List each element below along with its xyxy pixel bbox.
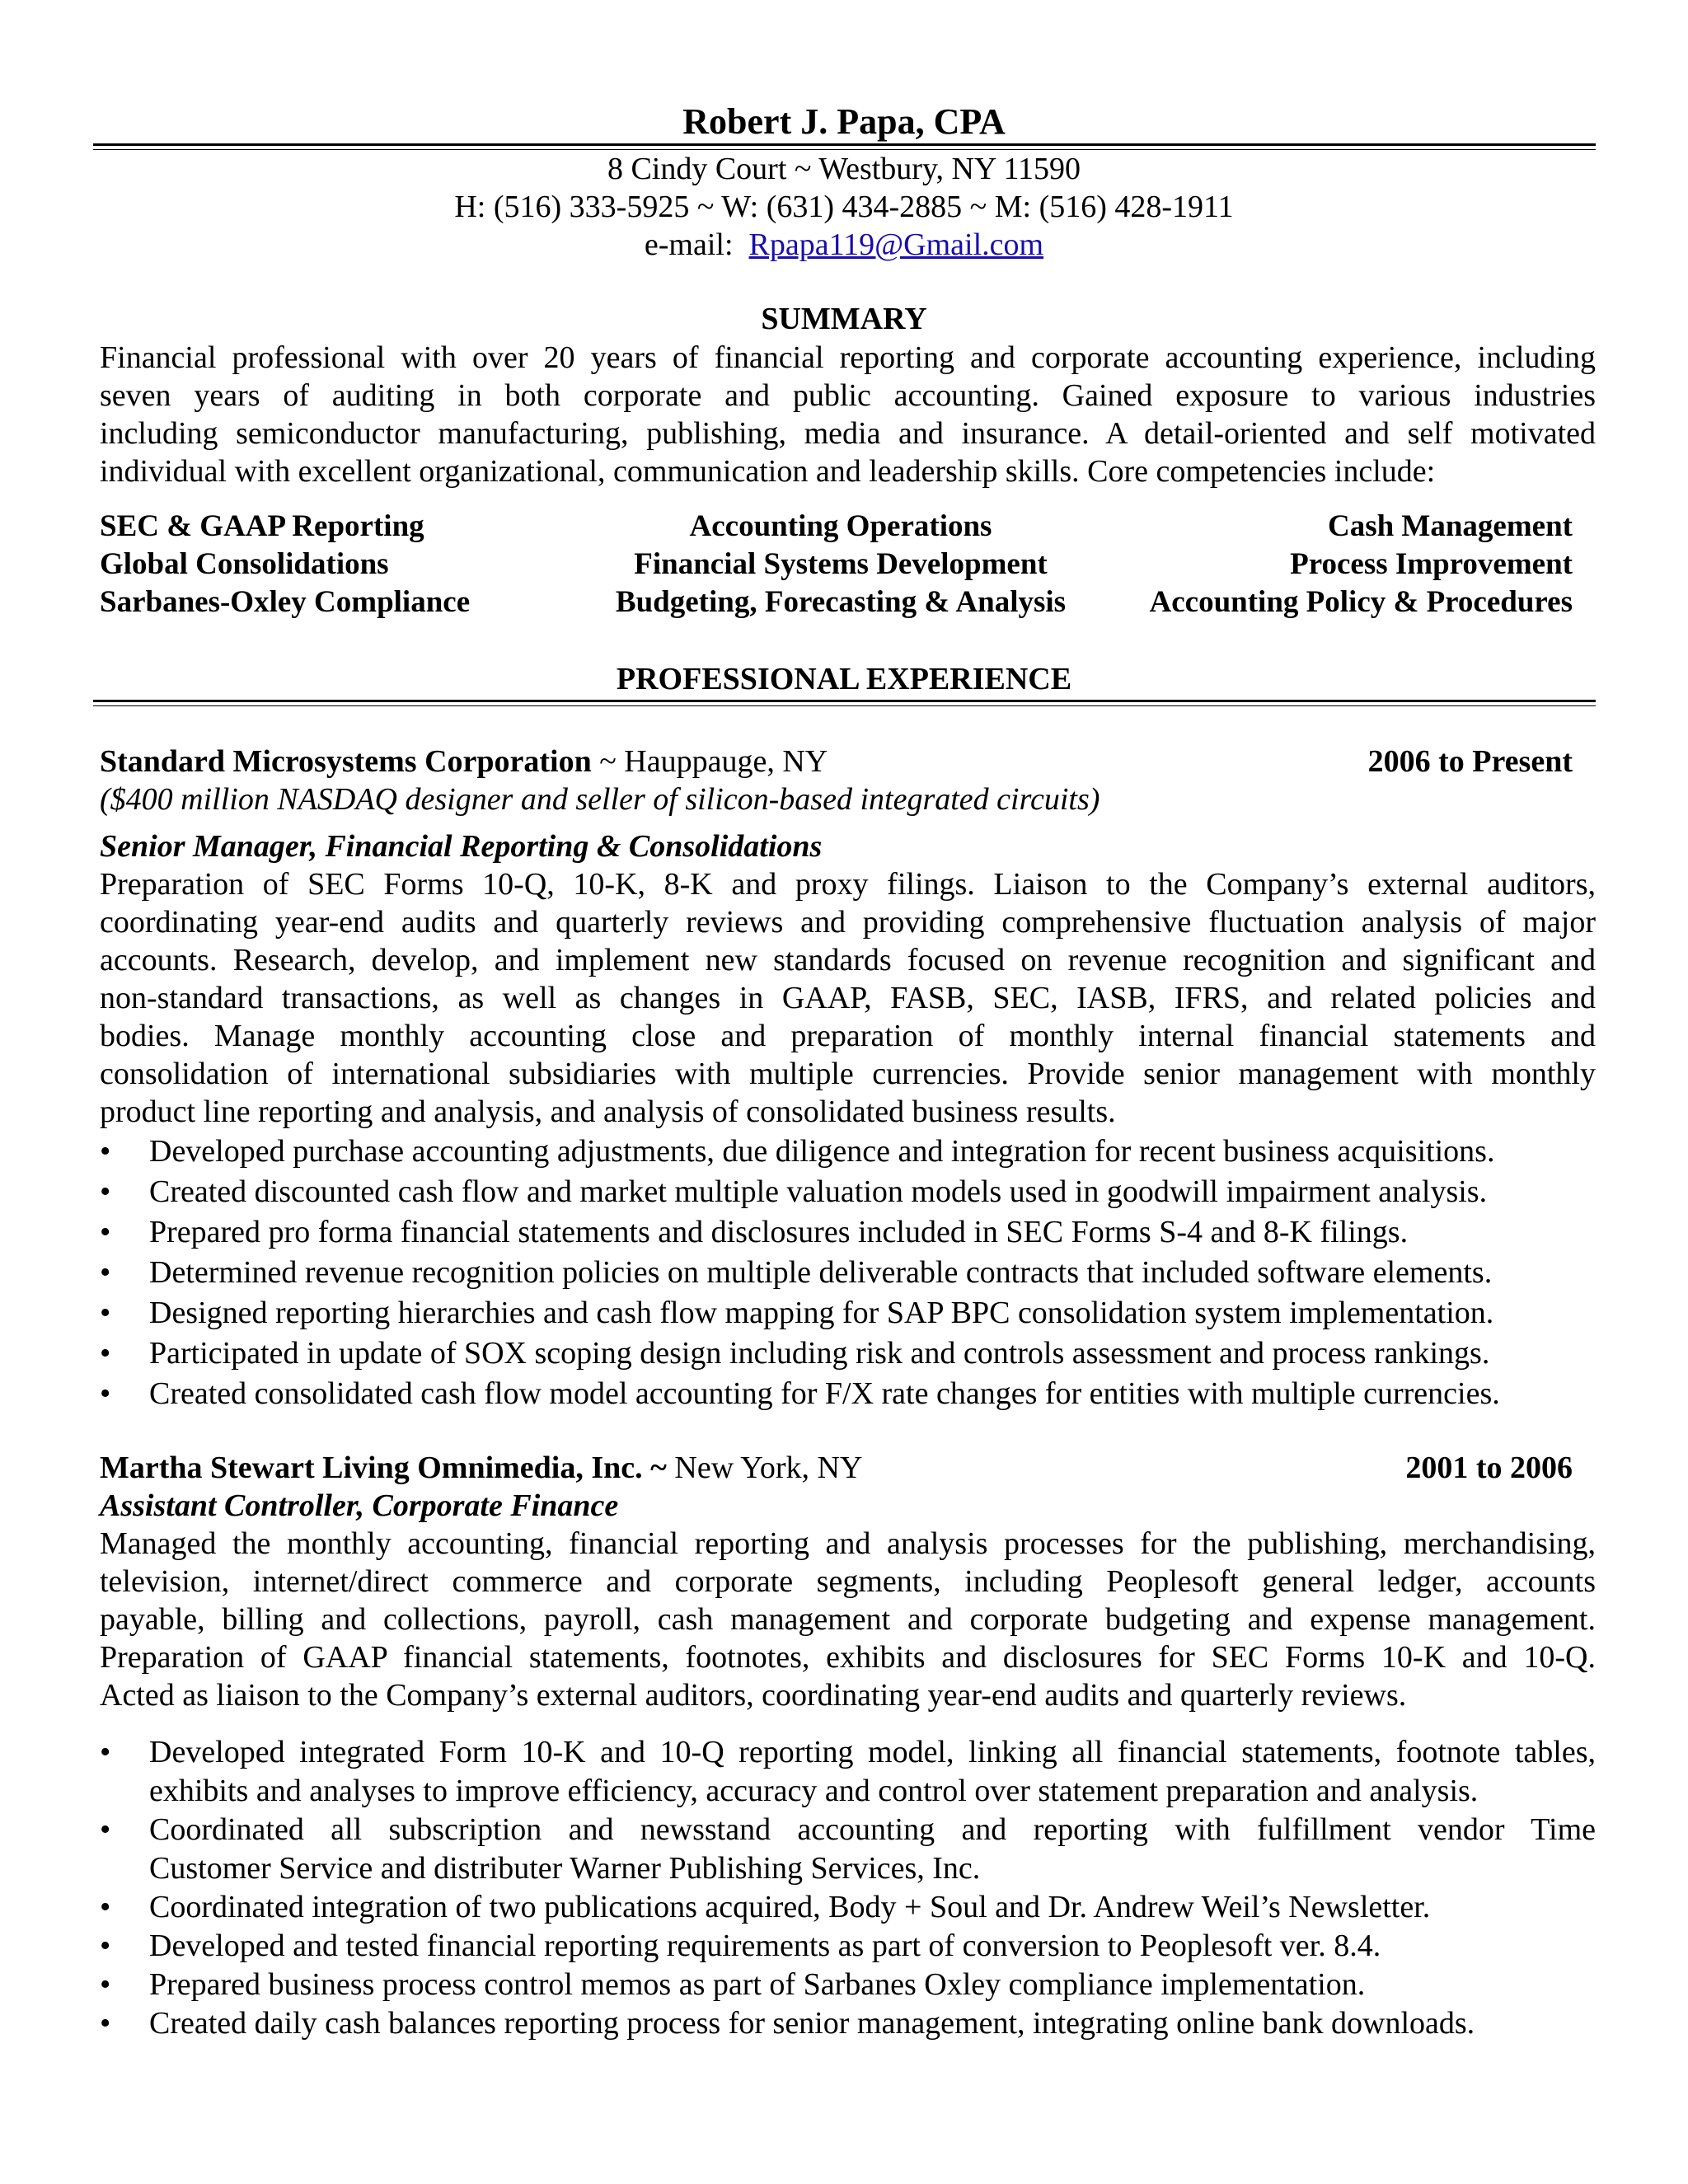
- bullet-icon: •: [100, 1890, 111, 1924]
- job-title: Senior Manager, Financial Reporting & Consolidations: [100, 829, 823, 864]
- bullet-item: • Developed purchase accounting adjustments, due diligence and integration for recent business acquisitions.: [100, 1132, 1596, 1172]
- bullet-item: • Created discounted cash flow and market multiple valuation models used in goodwill impairment analysis.: [100, 1172, 1596, 1212]
- competencies-right: [1071, 508, 1573, 621]
- bullet-item: • Participated in update of SOX scoping design including risk and controls assessment and process rankings.: [100, 1333, 1596, 1374]
- paragraph-line: bodies. Manage monthly accounting close and preparation of monthly internal financial statements and: [100, 1019, 1596, 1053]
- paragraph-line: non-standard transactions, as well as changes in GAAP, FASB, SEC, IASB, IFRS, and related policies and: [100, 981, 1596, 1015]
- bullet-item: • Coordinated integration of two publications acquired, Body + Soul and Dr. Andrew Weil’s Newsletter.: [100, 1888, 1596, 1927]
- experience-heading: PROFESSIONAL EXPERIENCE: [616, 662, 1072, 696]
- competency-item: Accounting Operations: [689, 509, 992, 543]
- job-bullets: [100, 1132, 1596, 1414]
- job-company-line: [100, 743, 828, 780]
- competency-item: Process Improvement: [1290, 547, 1573, 581]
- summary-heading: SUMMARY: [761, 302, 927, 336]
- company-location: New York, NY: [666, 1451, 863, 1485]
- summary-line: individual with excellent organizational, communication and leadership skills. Core competencies include:: [100, 454, 1436, 489]
- summary-line: seven years of auditing in both corporate and public accounting. Gained exposure to various industries: [100, 378, 1596, 413]
- phone-numbers: H: (516) 333-5925 ~ W: (631) 434-2885 ~ M: (516) 428-1911: [454, 190, 1234, 224]
- job-bullets: [100, 1733, 1596, 2043]
- job-paragraph: [100, 865, 1596, 1131]
- bullet-item: • Prepared pro forma financial statements and disclosures included in SEC Forms S-4 and 8-K filings.: [100, 1212, 1596, 1253]
- company-name: Martha Stewart Living Omnimedia, Inc. ~: [100, 1451, 667, 1485]
- job-dates: 2006 to Present: [1367, 744, 1573, 779]
- bullet-icon: •: [100, 1336, 111, 1371]
- competency-item: Cash Management: [1327, 509, 1573, 543]
- bullet-icon: •: [100, 1812, 111, 1847]
- competency-item: SEC & GAAP Reporting: [100, 509, 424, 543]
- competency-item: Accounting Policy & Procedures: [1149, 585, 1573, 619]
- company-location: ~ Hauppauge, NY: [591, 744, 828, 779]
- summary-line: including semiconductor manufacturing, publishing, media and insurance. A detail-oriented and self motivated: [100, 416, 1596, 451]
- email-line: [0, 226, 1688, 264]
- job-dates: 2001 to 2006: [1405, 1451, 1573, 1485]
- job-company-line: [100, 1449, 862, 1487]
- paragraph-line: accounts. Research, develop, and implement new standards focused on revenue recognition and significant and: [100, 943, 1596, 977]
- email-link[interactable]: Rpapa119@Gmail.com: [748, 227, 1044, 262]
- paragraph-line: coordinating year-end audits and quarterly reviews and providing comprehensive fluctuation analysis of major: [100, 905, 1596, 940]
- bullet-icon: •: [100, 1255, 111, 1290]
- bullet-icon: •: [100, 1929, 111, 1963]
- bullet-item: • Created consolidated cash flow model accounting for F/X rate changes for entities with multiple currencies.: [100, 1374, 1596, 1414]
- bullet-item: • Developed integrated Form 10-K and 10-Q reporting model, linking all financial statements, footnote tables, exhibits and analyses to improve efficiency, accuracy and control over statement preparation and analysis.: [100, 1735, 1596, 1808]
- paragraph-line: Managed the monthly accounting, financial reporting and analysis processes for the publishing, merchandising,: [100, 1526, 1596, 1561]
- email-label: e-mail:: [644, 227, 734, 262]
- bullet-item: • Created daily cash balances reporting process for senior management, integrating online bank downloads.: [100, 2004, 1596, 2043]
- company-description: ($400 million NASDAQ designer and seller of silicon-based integrated circuits): [100, 782, 1100, 817]
- competency-item: Sarbanes-Oxley Compliance: [100, 585, 471, 619]
- bullet-icon: •: [100, 1735, 111, 1769]
- bullet-icon: •: [100, 1215, 111, 1249]
- header-divider: [93, 143, 1596, 150]
- paragraph-line: product line reporting and analysis, and analysis of consolidated business results.: [100, 1094, 1116, 1129]
- paragraph-line: Preparation of GAAP financial statements, footnotes, exhibits and disclosures for SEC Forms 10-K and 10-Q.: [100, 1640, 1596, 1675]
- address: 8 Cindy Court ~ Westbury, NY 11590: [607, 152, 1081, 186]
- summary-line: Financial professional with over 20 years of financial reporting and corporate accounting experience, including: [100, 340, 1596, 375]
- competency-item: Global Consolidations: [100, 547, 389, 581]
- bullet-item: • Developed and tested financial reporting requirements as part of conversion to Peoplesoft ver. 8.4.: [100, 1927, 1596, 1966]
- bullet-icon: •: [100, 1296, 111, 1330]
- paragraph-line: Preparation of SEC Forms 10-Q, 10-K, 8-K and proxy filings. Liaison to the Company’s external auditors,: [100, 867, 1596, 902]
- paragraph-line: payable, billing and collections, payroll, cash management and corporate budgeting and expense management.: [100, 1602, 1596, 1637]
- bullet-icon: •: [100, 1967, 111, 2002]
- bullet-item: • Determined revenue recognition policies on multiple deliverable contracts that included software elements.: [100, 1253, 1596, 1293]
- bullet-item: • Coordinated all subscription and newsstand accounting and reporting with fulfillment vendor Time Customer Service and distributer Warner Publishing Services, Inc.: [100, 1812, 1596, 1886]
- competency-item: Financial Systems Development: [634, 547, 1048, 581]
- bullet-icon: •: [100, 1376, 111, 1411]
- summary-paragraph: [100, 339, 1596, 490]
- bullet-item: • Prepared business process control memos as part of Sarbanes Oxley compliance implementation.: [100, 1966, 1596, 2004]
- bullet-icon: •: [100, 1174, 111, 1209]
- company-name: Standard Microsystems Corporation: [100, 744, 592, 779]
- job-paragraph: [100, 1525, 1596, 1714]
- bullet-icon: •: [100, 1134, 111, 1169]
- bullet-icon: •: [100, 2006, 111, 2041]
- paragraph-line: television, internet/direct commerce and corporate segments, including Peoplesoft general ledger, accounts: [100, 1564, 1596, 1599]
- paragraph-line: Acted as liaison to the Company’s external auditors, coordinating year-end audits and quarterly reviews.: [100, 1678, 1407, 1713]
- competency-item: Budgeting, Forecasting & Analysis: [615, 585, 1067, 619]
- job-title: Assistant Controller, Corporate Finance: [100, 1488, 619, 1523]
- candidate-name: Robert J. Papa, CPA: [682, 101, 1006, 142]
- competencies-left: [100, 508, 470, 621]
- bullet-item: • Designed reporting hierarchies and cash flow mapping for SAP BPC consolidation system implementation.: [100, 1293, 1596, 1333]
- experience-divider: [93, 700, 1596, 706]
- paragraph-line: consolidation of international subsidiaries with multiple currencies. Provide senior management with monthly: [100, 1057, 1596, 1091]
- competencies-middle: [577, 508, 1104, 621]
